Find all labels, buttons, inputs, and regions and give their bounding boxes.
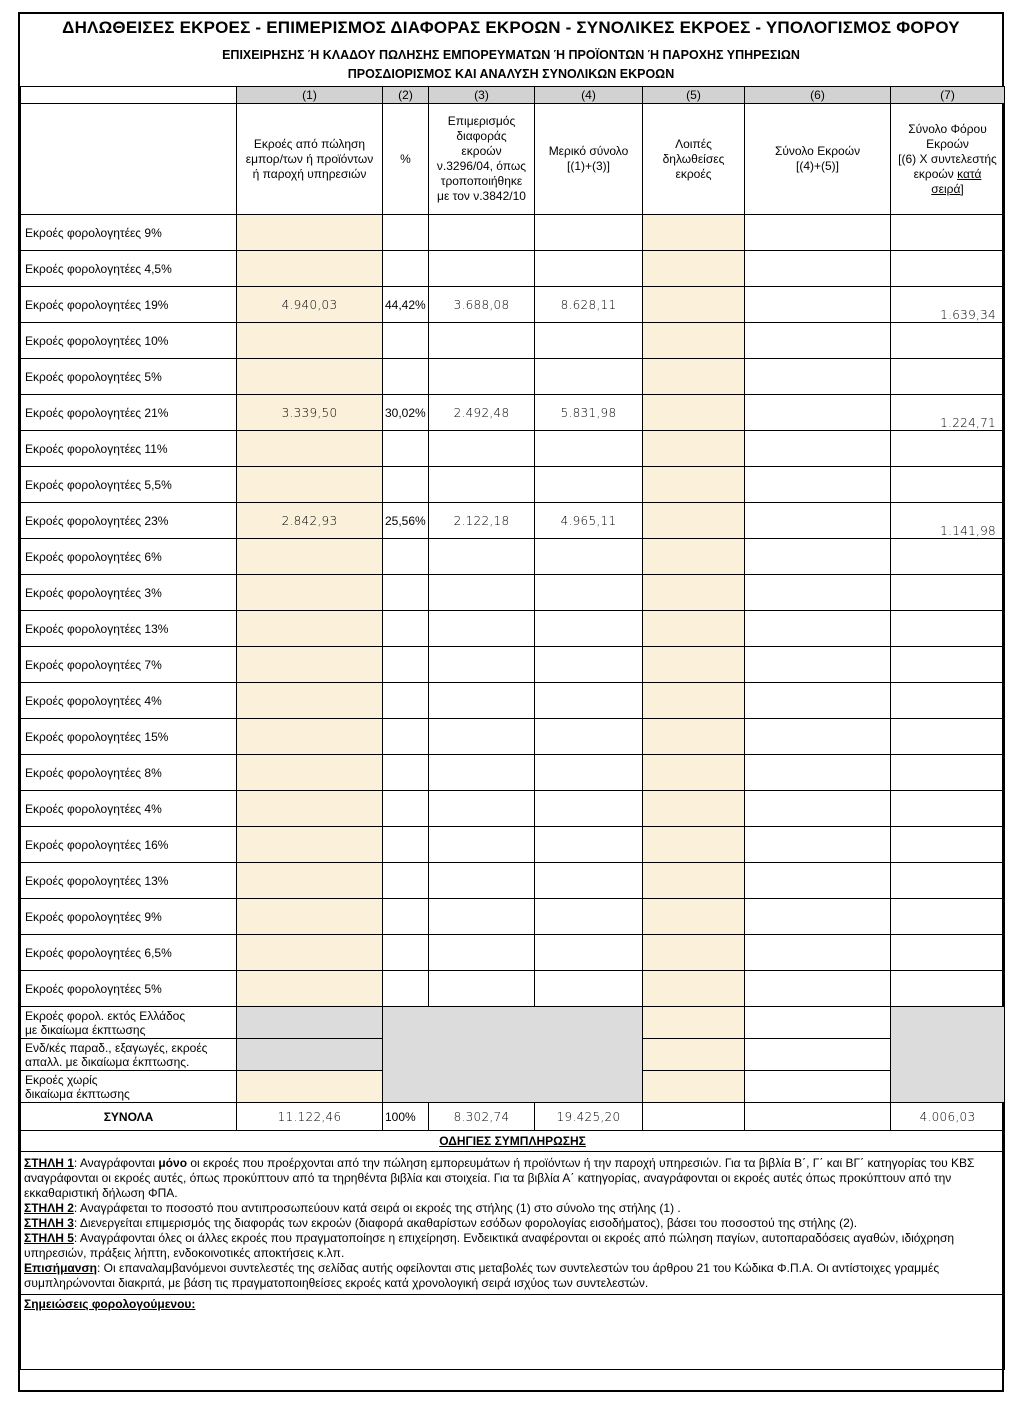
special-row-label: Εκροές χωρίς δικαίωμα έκπτωσης: [21, 1071, 237, 1103]
percent-cell[interactable]: [383, 611, 429, 647]
total-tax-cell[interactable]: [891, 863, 1005, 899]
total-tax-cell[interactable]: [891, 611, 1005, 647]
sales-cell: [237, 1039, 383, 1071]
shaded-block: [383, 1007, 643, 1103]
percent-cell[interactable]: [383, 719, 429, 755]
other-outputs-cell[interactable]: [643, 503, 745, 539]
rate-row-label: Εκροές φορολογητέες 4%: [21, 683, 237, 719]
percent-cell[interactable]: 25,56%: [383, 503, 429, 539]
instructions-title: ΟΔΗΓΙΕΣ ΣΥΜΠΛΗΡΩΣΗΣ: [21, 1131, 1005, 1152]
totals-label: ΣΥΝΟΛΑ: [21, 1103, 237, 1131]
rate-row-label: Εκροές φορολογητέες 4%: [21, 791, 237, 827]
percent-cell[interactable]: [383, 323, 429, 359]
subtotal-cell[interactable]: [535, 827, 643, 863]
total-outputs-cell[interactable]: [745, 431, 891, 467]
subtotal-cell[interactable]: [535, 971, 643, 1007]
sales-cell[interactable]: 2.842,93: [237, 503, 383, 539]
other-outputs-cell[interactable]: [643, 575, 745, 611]
total-outputs-cell[interactable]: [745, 215, 891, 251]
total-tax-cell[interactable]: [891, 791, 1005, 827]
other-outputs-cell[interactable]: [643, 647, 745, 683]
subtotal-cell[interactable]: [535, 323, 643, 359]
total-tax-cell[interactable]: [891, 755, 1005, 791]
total-outputs-cell[interactable]: [745, 539, 891, 575]
allocation-cell[interactable]: [429, 791, 535, 827]
other-outputs-cell[interactable]: [643, 971, 745, 1007]
sales-cell[interactable]: [237, 935, 383, 971]
rate-row-label: Εκροές φορολογητέες 8%: [21, 755, 237, 791]
rate-row-label: Εκροές φορολογητέες 7%: [21, 647, 237, 683]
sales-cell[interactable]: [237, 719, 383, 755]
rate-row: [21, 647, 1005, 683]
rate-row: [21, 863, 1005, 899]
total-outputs: [745, 1103, 891, 1131]
other-outputs-cell[interactable]: [643, 467, 745, 503]
total-tax-cell[interactable]: [891, 647, 1005, 683]
total-outputs-cell[interactable]: [745, 647, 891, 683]
col-number: (4): [535, 87, 643, 104]
col-header-total-outputs: Σύνολο Εκροών [(4)+(5)]: [745, 104, 891, 215]
allocation-cell[interactable]: [429, 971, 535, 1007]
total-sales: 11.122,46: [237, 1103, 383, 1131]
other-outputs-cell[interactable]: [643, 863, 745, 899]
col-number: (3): [429, 87, 535, 104]
rate-row-label: Εκροές φορολογητέες 13%: [21, 863, 237, 899]
total-tax-cell[interactable]: 1.141,98: [891, 503, 1005, 539]
outputs-table: [20, 86, 1005, 1370]
total-tax-cell[interactable]: [891, 719, 1005, 755]
total-tax-cell[interactable]: [891, 827, 1005, 863]
sales-cell[interactable]: [237, 755, 383, 791]
other-outputs-cell[interactable]: [643, 215, 745, 251]
total-outputs-cell[interactable]: [745, 359, 891, 395]
sales-cell[interactable]: [237, 791, 383, 827]
form-page: [18, 12, 1004, 1392]
rate-row-label: Εκροές φορολογητέες 6,5%: [21, 935, 237, 971]
rate-row: [21, 791, 1005, 827]
percent-cell[interactable]: [383, 647, 429, 683]
sales-cell[interactable]: [237, 251, 383, 287]
other-outputs-cell[interactable]: [643, 827, 745, 863]
rate-row-label: Εκροές φορολογητέες 5%: [21, 359, 237, 395]
subtotal-cell[interactable]: [535, 899, 643, 935]
subtotal-cell[interactable]: [535, 611, 643, 647]
rate-row: [21, 539, 1005, 575]
total-outputs-cell[interactable]: [745, 323, 891, 359]
sales-cell[interactable]: [237, 827, 383, 863]
rate-row: [21, 359, 1005, 395]
total-tax-cell[interactable]: [891, 323, 1005, 359]
total-tax-cell[interactable]: [891, 539, 1005, 575]
total-outputs-cell[interactable]: [745, 1039, 891, 1071]
rate-row: [21, 935, 1005, 971]
total-outputs-cell[interactable]: [745, 899, 891, 935]
rate-row-label: Εκροές φορολογητέες 21%: [21, 395, 237, 431]
allocation-cell[interactable]: [429, 611, 535, 647]
total-outputs-cell[interactable]: [745, 863, 891, 899]
other-outputs-cell[interactable]: [643, 251, 745, 287]
subtotal-cell[interactable]: [535, 215, 643, 251]
special-row-label: Ενδ/κές παραδ., εξαγωγές, εκροές απαλλ. με δικαίωμα έκπτωσης.: [21, 1039, 237, 1071]
rate-row: [21, 467, 1005, 503]
special-row: [21, 1007, 1005, 1039]
percent-cell[interactable]: [383, 359, 429, 395]
percent-cell[interactable]: [383, 467, 429, 503]
taxpayer-notes-label: Σημειώσεις φορολογούμενου:: [24, 1297, 196, 1311]
subtotal-cell[interactable]: 8.628,11: [535, 287, 643, 323]
total-other-outputs: [643, 1103, 745, 1131]
total-tax-cell[interactable]: [891, 431, 1005, 467]
sales-cell[interactable]: [237, 1071, 383, 1103]
total-outputs-cell[interactable]: [745, 719, 891, 755]
total-tax-cell[interactable]: [891, 971, 1005, 1007]
subtotal-cell[interactable]: [535, 683, 643, 719]
allocation-cell[interactable]: 2.122,18: [429, 503, 535, 539]
other-outputs-cell[interactable]: [643, 1007, 745, 1039]
instr-label: ΣΤΗΛΗ 2: [24, 1201, 74, 1215]
subtotal-cell[interactable]: [535, 575, 643, 611]
other-outputs-cell[interactable]: [643, 431, 745, 467]
other-outputs-cell[interactable]: [643, 323, 745, 359]
col-number: (7): [891, 87, 1005, 104]
form-subtitle: ΕΠΙΧΕΙΡΗΣΗΣ Ή ΚΛΑΔΟΥ ΠΩΛΗΣΗΣ ΕΜΠΟΡΕΥΜΑΤΩΝ Ή ΠΡΟΪΟΝΤΩΝ Ή ΠΑΡΟΧΗΣ ΥΠΗΡΕΣΙΩΝ: [222, 48, 800, 62]
allocation-cell[interactable]: [429, 899, 535, 935]
total-tax-cell[interactable]: [891, 467, 1005, 503]
col-header-sales: Εκροές από πώληση εμπορ/των ή προϊόντων ή παροχή υπηρεσιών: [237, 104, 383, 215]
subtotal-cell[interactable]: 4.965,11: [535, 503, 643, 539]
notes-row: [21, 1295, 1005, 1370]
instructions-row: [21, 1152, 1005, 1295]
other-outputs-cell[interactable]: [643, 719, 745, 755]
total-tax-cell[interactable]: [891, 251, 1005, 287]
subtotal-cell[interactable]: [535, 647, 643, 683]
sales-cell[interactable]: [237, 611, 383, 647]
total-outputs-cell[interactable]: [745, 755, 891, 791]
subtotal-cell[interactable]: [535, 431, 643, 467]
allocation-cell[interactable]: [429, 323, 535, 359]
col-number: (5): [643, 87, 745, 104]
allocation-cell[interactable]: [429, 251, 535, 287]
other-outputs-cell[interactable]: [643, 359, 745, 395]
percent-cell[interactable]: [383, 215, 429, 251]
total-outputs-cell[interactable]: [745, 1071, 891, 1103]
subtotal-cell[interactable]: 5.831,98: [535, 395, 643, 431]
allocation-cell[interactable]: [429, 575, 535, 611]
percent-cell[interactable]: [383, 827, 429, 863]
rate-row: [21, 683, 1005, 719]
form-section-title: ΠΡΟΣΔΙΟΡΙΣΜΟΣ ΚΑΙ ΑΝΑΛΥΣΗ ΣΥΝΟΛΙΚΩΝ ΕΚΡΟΩΝ: [347, 67, 675, 81]
rate-row-label: Εκροές φορολογητέες 5%: [21, 971, 237, 1007]
rate-row-label: Εκροές φορολογητέες 5,5%: [21, 467, 237, 503]
percent-cell[interactable]: [383, 539, 429, 575]
column-number-row: [21, 87, 1005, 104]
sales-cell[interactable]: [237, 899, 383, 935]
totals-row: [21, 1103, 1005, 1131]
rate-row: [21, 611, 1005, 647]
rate-row-label: Εκροές φορολογητέες 10%: [21, 323, 237, 359]
total-outputs-cell[interactable]: [745, 791, 891, 827]
rate-row: [21, 503, 1005, 539]
other-outputs-cell[interactable]: [643, 611, 745, 647]
rate-row: [21, 323, 1005, 359]
allocation-cell[interactable]: [429, 935, 535, 971]
col-header-allocation: Επιμερισμός διαφοράς εκροών ν.3296/04, όπως τροποποιήθηκε με τον ν.3842/10: [429, 104, 535, 215]
sales-cell[interactable]: [237, 323, 383, 359]
instr-label: Επισήμανση: [24, 1261, 97, 1275]
rate-row: [21, 827, 1005, 863]
percent-cell[interactable]: [383, 935, 429, 971]
total-allocation: 8.302,74: [429, 1103, 535, 1131]
sales-cell[interactable]: [237, 359, 383, 395]
total-tax-cell[interactable]: 1.224,71: [891, 395, 1005, 431]
total-outputs-cell[interactable]: [745, 1007, 891, 1039]
rate-row-label: Εκροές φορολογητέες 23%: [21, 503, 237, 539]
total-outputs-cell[interactable]: [745, 287, 891, 323]
allocation-cell[interactable]: [429, 467, 535, 503]
rate-row-label: Εκροές φορολογητέες 6%: [21, 539, 237, 575]
sales-cell[interactable]: [237, 863, 383, 899]
percent-cell[interactable]: [383, 575, 429, 611]
sales-cell[interactable]: [237, 467, 383, 503]
rate-row: [21, 719, 1005, 755]
total-outputs-cell[interactable]: [745, 575, 891, 611]
form-title: ΔΗΛΩΘΕΙΣΕΣ ΕΚΡΟΕΣ - ΕΠΙΜΕΡΙΣΜΟΣ ΔΙΑΦΟΡΑΣ ΕΚΡΟΩΝ - ΣΥΝΟΛΙΚΕΣ ΕΚΡΟΕΣ - ΥΠΟΛΟΓΙΣΜΟΣ ΦΟΡΟΥ: [62, 18, 960, 37]
column-header-row: [21, 104, 1005, 215]
allocation-cell[interactable]: [429, 755, 535, 791]
total-percent: 100%: [383, 1103, 429, 1131]
rate-row-label: Εκροές φορολογητέες 4,5%: [21, 251, 237, 287]
sales-cell: [237, 1007, 383, 1039]
total-outputs-cell[interactable]: [745, 827, 891, 863]
other-outputs-cell[interactable]: [643, 287, 745, 323]
subtotal-cell[interactable]: [535, 467, 643, 503]
other-outputs-cell[interactable]: [643, 683, 745, 719]
rate-row: [21, 431, 1005, 467]
subtotal-cell[interactable]: [535, 863, 643, 899]
other-outputs-cell[interactable]: [643, 395, 745, 431]
percent-cell[interactable]: [383, 899, 429, 935]
instructions-title-row: [21, 1131, 1005, 1152]
percent-cell[interactable]: [383, 791, 429, 827]
total-tax: 4.006,03: [891, 1103, 1005, 1131]
percent-cell[interactable]: [383, 431, 429, 467]
other-outputs-cell[interactable]: [643, 539, 745, 575]
allocation-cell[interactable]: [429, 647, 535, 683]
sales-cell[interactable]: [237, 215, 383, 251]
sales-cell[interactable]: 4.940,03: [237, 287, 383, 323]
rate-row-label: Εκροές φορολογητέες 16%: [21, 827, 237, 863]
sales-cell[interactable]: [237, 683, 383, 719]
subtotal-cell[interactable]: [535, 935, 643, 971]
rate-row-label: Εκροές φορολογητέες 15%: [21, 719, 237, 755]
taxpayer-notes[interactable]: [21, 1295, 1005, 1370]
total-outputs-cell[interactable]: [745, 251, 891, 287]
rate-row: [21, 575, 1005, 611]
percent-cell[interactable]: [383, 683, 429, 719]
col-number: (2): [383, 87, 429, 104]
other-outputs-cell[interactable]: [643, 935, 745, 971]
other-outputs-cell[interactable]: [643, 899, 745, 935]
col-header-percent: %: [383, 104, 429, 215]
sales-cell[interactable]: [237, 575, 383, 611]
percent-cell[interactable]: 44,42%: [383, 287, 429, 323]
total-outputs-cell[interactable]: [745, 971, 891, 1007]
subtotal-cell[interactable]: [535, 791, 643, 827]
total-tax-cell[interactable]: [891, 899, 1005, 935]
sales-cell[interactable]: [237, 647, 383, 683]
total-tax-cell[interactable]: [891, 359, 1005, 395]
percent-cell[interactable]: [383, 863, 429, 899]
total-tax-cell[interactable]: [891, 215, 1005, 251]
col-header-total-tax: Σύνολο Φόρου Εκροών [(6) Χ συντελεστής εκροών κατά σειρά]: [891, 104, 1005, 215]
rate-row: [21, 395, 1005, 431]
sales-cell[interactable]: [237, 539, 383, 575]
other-outputs-cell[interactable]: [643, 791, 745, 827]
instr-label: ΣΤΗΛΗ 1: [24, 1156, 74, 1170]
rate-row-label: Εκροές φορολογητέες 9%: [21, 899, 237, 935]
total-subtotal: 19.425,20: [535, 1103, 643, 1131]
instr-label: ΣΤΗΛΗ 3: [24, 1216, 74, 1230]
percent-cell[interactable]: [383, 755, 429, 791]
allocation-cell[interactable]: 3.688,08: [429, 287, 535, 323]
col-header-subtotal: Μερικό σύνολο [(1)+(3)]: [535, 104, 643, 215]
rate-row-label: Εκροές φορολογητέες 11%: [21, 431, 237, 467]
instructions-text: ΣΤΗΛΗ 1: Αναγράφονται μόνο οι εκροές που προέρχονται από την πώληση εμπορευμάτων ή προϊόντων ή την παροχή υπηρεσιών. Για τα βιβλία Β΄, Γ΄ και ΒΓ΄ κατηγορίας του ΚΒΣ αναγράφονται οι εκροές αυτές, όπως προκύπτουν από τα τηρηθέντα βιβλία και στοιχεία. Για τα βιβλία Α΄ κατηγορίας, αναγράφονται οι εκροές αυτές όπως προκύπτουν από την εκκαθαριστική δήλωση ΦΠΑ. ΣΤΗΛΗ 2: Αναγράφεται το ποσοστό που αντιπροσωπεύουν κατά σειρά οι εκροές της στήλης (1) στο σύνολο της στήλης (1) . ΣΤΗΛΗ 3: Διενεργείται επιμερισμός της διαφοράς των εκροών (διαφορά ακαθαρίστων εσόδων φορολογίας εισοδήματος), βάσει του ποσοστού της στήλης (2). ΣΤΗΛΗ 5: Αναγράφονται όλες οι άλλες εκροές που πραγματοποίησε η επιχείρηση. Ενδεικτικά αναφέρονται οι εκροές από πώληση παγίων, αυτοπαραδόσεις αγαθών, ιδιόχρηση υπηρεσιών, πράξεις λήπτη, ενδοκοινοτικές αποκτήσεις κ.λπ. Επισήμανση: Οι επαναλαμβανόμενοι συντελεστές της σελίδας αυτής οφείλονται στις μεταβολές των συντελεστών του άρθρου 21 του Κώδικα Φ.Π.Α. Οι αντίστοιχες γραμμές συμπληρώνονται διακριτά, με βάση τις πραγματοποιηθείσες εκροές κατά χρονολογική σειρά ισχύος των συντελεστών.: [21, 1152, 1005, 1295]
allocation-cell[interactable]: [429, 539, 535, 575]
rate-row: [21, 215, 1005, 251]
total-outputs-cell[interactable]: [745, 935, 891, 971]
percent-cell[interactable]: [383, 251, 429, 287]
special-row-label: Εκροές φορολ. εκτός Ελλάδος με δικαίωμα έκπτωσης: [21, 1007, 237, 1039]
allocation-cell[interactable]: [429, 215, 535, 251]
allocation-cell[interactable]: 2.492,48: [429, 395, 535, 431]
other-outputs-cell[interactable]: [643, 755, 745, 791]
allocation-cell[interactable]: [429, 827, 535, 863]
total-outputs-cell[interactable]: [745, 503, 891, 539]
rate-row: [21, 287, 1005, 323]
allocation-cell[interactable]: [429, 863, 535, 899]
total-outputs-cell[interactable]: [745, 467, 891, 503]
instr-label: ΣΤΗΛΗ 5: [24, 1231, 74, 1245]
other-outputs-cell[interactable]: [643, 1039, 745, 1071]
total-tax-cell[interactable]: [891, 683, 1005, 719]
rate-row: [21, 251, 1005, 287]
total-tax-cell[interactable]: [891, 935, 1005, 971]
rate-row: [21, 899, 1005, 935]
total-outputs-cell[interactable]: [745, 395, 891, 431]
percent-cell[interactable]: 30,02%: [383, 395, 429, 431]
subtotal-cell[interactable]: [535, 359, 643, 395]
allocation-cell[interactable]: [429, 431, 535, 467]
subtotal-cell[interactable]: [535, 539, 643, 575]
rate-row: [21, 755, 1005, 791]
allocation-cell[interactable]: [429, 719, 535, 755]
other-outputs-cell[interactable]: [643, 1071, 745, 1103]
sales-cell[interactable]: 3.339,50: [237, 395, 383, 431]
percent-cell[interactable]: [383, 971, 429, 1007]
rate-row-label: Εκροές φορολογητέες 13%: [21, 611, 237, 647]
subtotal-cell[interactable]: [535, 755, 643, 791]
sales-cell[interactable]: [237, 971, 383, 1007]
col-number: (6): [745, 87, 891, 104]
allocation-cell[interactable]: [429, 359, 535, 395]
rate-row: [21, 971, 1005, 1007]
rate-row-label: Εκροές φορολογητέες 19%: [21, 287, 237, 323]
rate-row-label: Εκροές φορολογητέες 3%: [21, 575, 237, 611]
allocation-cell[interactable]: [429, 683, 535, 719]
sales-cell[interactable]: [237, 431, 383, 467]
subtotal-cell[interactable]: [535, 251, 643, 287]
total-outputs-cell[interactable]: [745, 611, 891, 647]
col-number: (1): [237, 87, 383, 104]
col-header-other-outputs: Λοιπές δηλωθείσες εκροές: [643, 104, 745, 215]
total-tax-cell[interactable]: 1.639,34: [891, 287, 1005, 323]
subtotal-cell[interactable]: [535, 719, 643, 755]
shaded-block: [891, 1007, 1005, 1103]
total-tax-cell[interactable]: [891, 575, 1005, 611]
rate-row-label: Εκροές φορολογητέες 9%: [21, 215, 237, 251]
total-outputs-cell[interactable]: [745, 683, 891, 719]
